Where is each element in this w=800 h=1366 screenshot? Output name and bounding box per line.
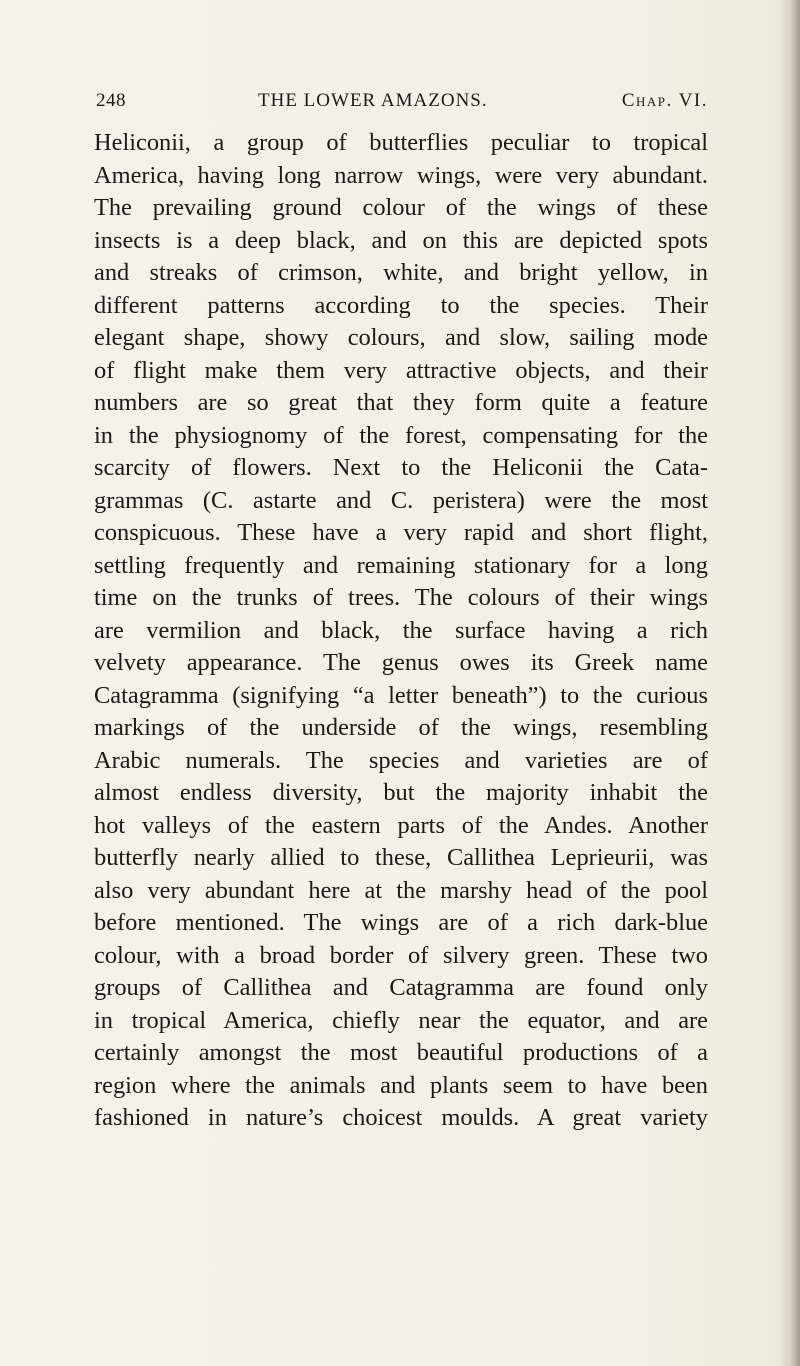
text-line: conspicuous. These have a very rapid and short flight, [94,519,708,546]
body-text [94,127,708,1135]
text-line: are vermilion and black, the surface having a rich [94,616,708,644]
text-line: grammas (C. astarte and C. peristera) were the most [94,486,708,514]
running-head [96,90,708,120]
text-line: settling frequently and remaining stationary for a long [94,551,708,579]
text-line: velvety appearance. The genus owes its Greek name [94,649,708,676]
running-title: THE LOWER AMAZONS. [258,90,488,111]
text-line: groups of Callithea and Catagramma are found only [94,974,708,1001]
text-line: hot valleys of the eastern parts of the Andes. Another [94,811,708,839]
text-line: Arabic numerals. The species and varieties are of [94,746,708,774]
text-line: different patterns according to the species. Their [94,291,708,319]
text-line: in the physiognomy of the forest, compensating for the [94,421,708,449]
text-line: insects is a deep black, and on this are depicted spots [94,226,708,254]
text-line: in tropical America, chiefly near the equator, and are [94,1006,708,1034]
text-line: America, having long narrow wings, were very abundant. [94,161,708,189]
text-line: time on the trunks of trees. The colours of their wings [94,584,708,611]
text-line: fashioned in nature’s choicest moulds. A great variety [94,1104,708,1131]
text-line: Heliconii, a group of butterflies peculiar to tropical [94,129,708,156]
page-edge-shadow [778,0,800,1366]
text-line: butterfly nearly allied to these, Callithea Leprieurii, was [94,844,708,871]
text-line: Catagramma (signifying “a letter beneath”) to the curious [94,681,708,709]
text-line: scarcity of flowers. Next to the Heliconii the Cata- [94,454,708,481]
text-line: of flight make them very attractive objects, and their [94,356,708,384]
text-line: elegant shape, showy colours, and slow, sailing mode [94,324,708,351]
text-line: and streaks of crimson, white, and bright yellow, in [94,259,708,286]
text-line: numbers are so great that they form quite a feature [94,389,708,416]
text-line: markings of the underside of the wings, resembling [94,714,708,741]
page-number: 248 [96,90,126,111]
text-line: The prevailing ground colour of the wings of these [94,194,708,221]
text-line: colour, with a broad border of silvery green. These two [94,941,708,969]
text-line: almost endless diversity, but the majority inhabit the [94,779,708,806]
text-line: before mentioned. The wings are of a rich dark-blue [94,909,708,936]
text-line: certainly amongst the most beautiful productions of a [94,1039,708,1066]
text-line: also very abundant here at the marshy head of the pool [94,876,708,904]
text-line: region where the animals and plants seem to have been [94,1071,708,1099]
chapter-reference: Chap. VI. [621,90,708,111]
